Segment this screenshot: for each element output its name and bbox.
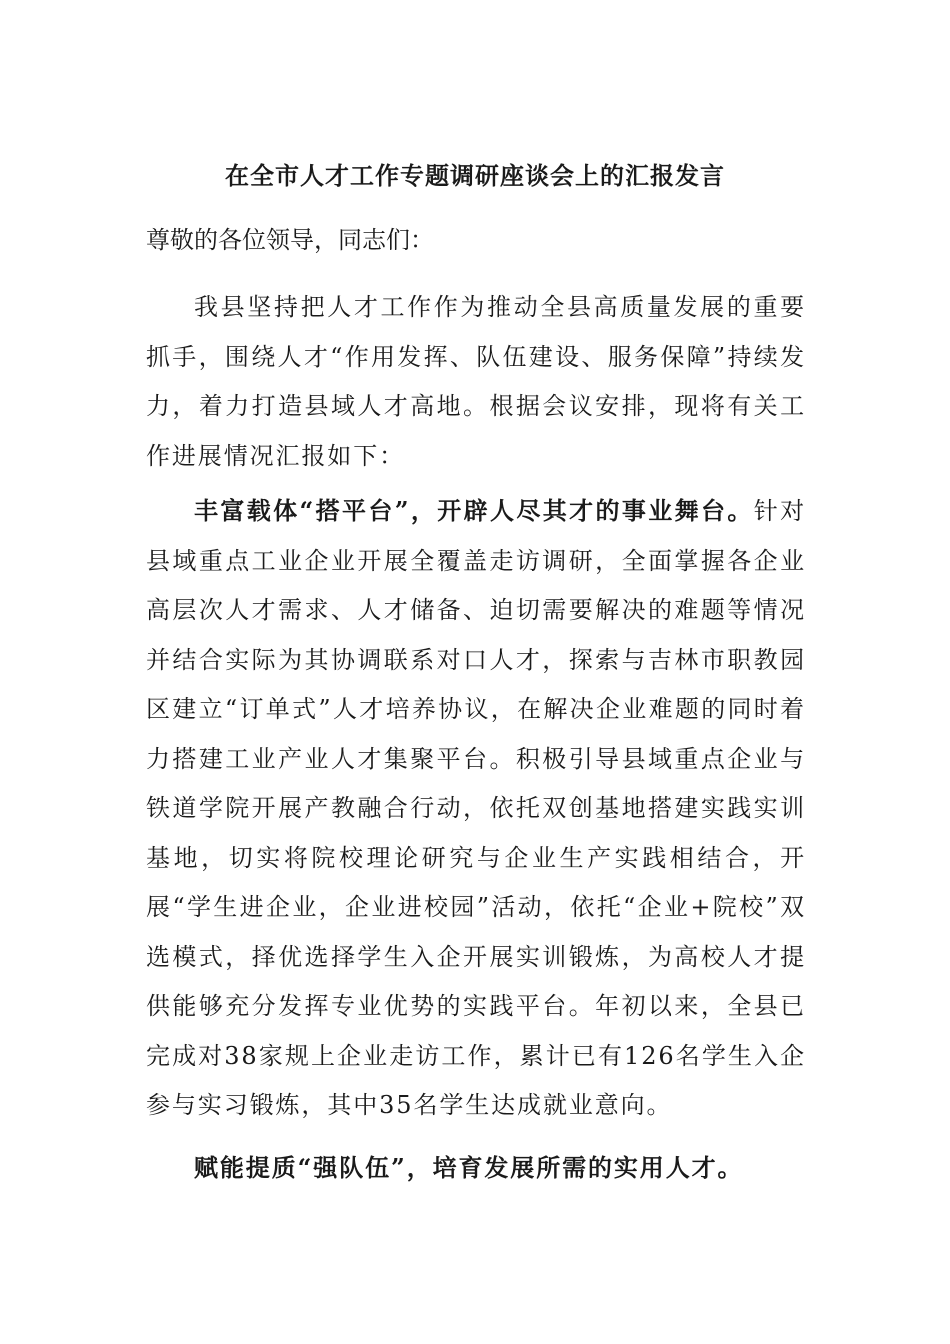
section-2-heading: 赋能提质“强队伍”，培育发展所需的实用人才。 [194, 1153, 744, 1182]
section-1-paragraph [146, 486, 806, 1131]
intro-paragraph: 我县坚持把人才工作作为推动全县高质量发展的重要抓手，围绕人才“作用发挥、队伍建设、服务保障”持续发力，着力打造县域人才高地。根据会议安排，现将有关工作进展情况汇报如下： [146, 293, 806, 470]
section-1-heading: 丰富载体“搭平台”，开辟人尽其才的事业舞台。 [194, 496, 754, 525]
section-2-paragraph [146, 1143, 806, 1194]
greeting: 尊敬的各位领导，同志们： [146, 226, 434, 254]
section-1-body: 针对县域重点工业企业开展全覆盖走访调研，全面掌握各企业高层次人才需求、人才储备、迫切需要解决的难题等情况并结合实际为其协调联系对口人才，探索与吉林市职教园区建立“订单式”人才培养协议，在解决企业难题的同时着力搭建工业产业人才集聚平台。积极引导县域重点企业与铁道学院开展产教融合行动，依托双创基地搭建实践实训基地，切实将院校理论研究与企业生产实践相结合，开展“学生进企业，企业进校园”活动，依托“企业+院校”双选模式，择优选择学生入企开展实训锻炼，为高校人才提供能够充分发挥专业优势的实践平台。年初以来，全县已完成对38家规上企业走访工作，累计已有126名学生入企参与实习锻炼，其中35名学生达成就业意向。 [146, 497, 806, 1119]
document-title: 在全市人才工作专题调研座谈会上的汇报发言 [225, 161, 725, 190]
